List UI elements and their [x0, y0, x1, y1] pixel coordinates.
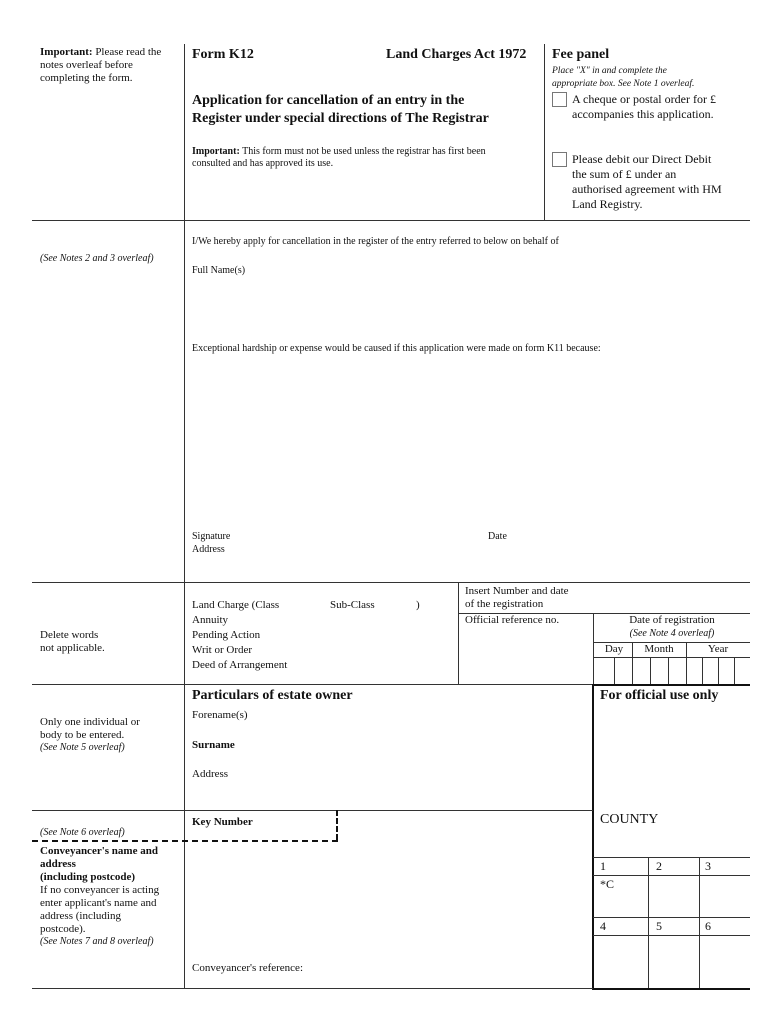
form-title-line2: Register under special directions of The Registrar	[192, 111, 489, 126]
official-grid-top	[593, 857, 750, 858]
conveyancer-text-line4: postcode).	[40, 923, 86, 935]
official-use-title: For official use only	[600, 688, 719, 703]
official-grid-col1	[648, 857, 649, 988]
pending-action-label[interactable]: Pending Action	[192, 629, 261, 641]
estate-address-label: Address	[192, 768, 229, 780]
month-digit-divider-1	[650, 657, 651, 684]
main-left-divider	[184, 220, 185, 988]
divider-estate	[32, 810, 593, 811]
insert-number-note	[465, 585, 569, 611]
sub-class-label[interactable]: Sub-Class	[330, 599, 375, 611]
form-title	[192, 92, 489, 128]
direct-debit-option	[572, 152, 722, 212]
official-star-c: *C	[600, 877, 615, 891]
official-reference-label: Official reference no.	[465, 614, 560, 626]
full-name-field[interactable]	[190, 280, 744, 340]
form-title-line1: Application for cancellation of an entry in the	[192, 93, 465, 108]
date-digits-line	[593, 657, 750, 658]
act-title: Land Charges Act 1972	[386, 47, 527, 62]
day-label: Day	[604, 643, 624, 655]
header-divider-right	[544, 44, 545, 220]
official-panel-top	[593, 684, 750, 686]
hardship-label: Exceptional hardship or expense would be caused if this application were made on form K11 because:	[192, 343, 601, 354]
official-cell-6: 6	[705, 919, 711, 933]
warning-label: Important:	[192, 146, 240, 157]
writ-or-order-label[interactable]: Writ or Order	[192, 644, 253, 656]
official-reference-field[interactable]	[462, 630, 594, 680]
conveyancer-title-line3: (including postcode)	[40, 871, 136, 883]
warning-text-line2: consulted and has approved its use.	[192, 158, 334, 169]
fee-panel-note	[552, 65, 694, 91]
important-note	[40, 46, 175, 85]
cheque-option-line1: A cheque or postal order for £	[572, 92, 716, 106]
application-side-note: (See Notes 2 and 3 overleaf)	[40, 253, 154, 264]
warning-text-line1: This form must not be used unless the registrar has first been	[242, 146, 486, 157]
official-panel-bottom	[593, 988, 750, 990]
annuity-label[interactable]: Annuity	[192, 614, 229, 626]
conveyancer-notes: (See Notes 7 and 8 overleaf)	[40, 936, 154, 947]
key-number-dash-bottom	[32, 840, 338, 842]
insert-number-line2: of the registration	[465, 598, 544, 610]
fee-panel-title: Fee panel	[552, 47, 610, 62]
fee-note-line2: appropriate box. See Note 1 overleaf.	[552, 79, 695, 89]
official-cell-1: 1	[600, 859, 606, 873]
hardship-field[interactable]	[190, 358, 744, 522]
application-intro: I/We hereby apply for cancellation in the register of the entry referred to below on behalf of	[192, 236, 559, 247]
month-digit-divider-2	[668, 657, 669, 684]
deed-of-arrangement-label[interactable]: Deed of Arrangement	[192, 659, 288, 671]
estate-note-line3: (See Note 5 overleaf)	[40, 742, 125, 753]
conveyancer-address-field[interactable]	[190, 846, 589, 958]
estate-address-field[interactable]	[240, 765, 589, 803]
direct-debit-line4: Land Registry.	[572, 197, 643, 211]
cheque-checkbox[interactable]	[552, 92, 567, 107]
conveyancer-side-note	[40, 845, 159, 948]
official-grid-col2	[699, 857, 700, 988]
official-cell-5: 5	[656, 919, 662, 933]
insert-number-line1: Insert Number and date	[465, 585, 569, 597]
county-label: COUNTY	[600, 812, 659, 827]
surname-label: Surname	[192, 739, 235, 751]
key-number-dash-right	[336, 810, 338, 840]
day-month-divider	[632, 642, 633, 684]
day-digit-divider	[614, 657, 615, 684]
header-divider-left	[184, 44, 185, 220]
conveyancer-reference-field[interactable]	[322, 959, 588, 979]
official-grid-row3	[593, 935, 750, 936]
cheque-option-line2: accompanies this application.	[572, 107, 714, 121]
close-paren: )	[416, 599, 420, 611]
address-label: Address	[192, 544, 225, 555]
year-label: Year	[707, 643, 729, 655]
divider-charge	[32, 684, 594, 685]
month-label: Month	[644, 643, 674, 655]
month-year-divider	[686, 642, 687, 684]
official-panel-left	[592, 684, 594, 990]
forenames-label: Forename(s)	[192, 709, 248, 721]
important-text: Please read the notes overleaf before completing the form.	[40, 46, 162, 84]
conveyancer-text-line3: address (including	[40, 910, 121, 922]
important-label: Important:	[40, 46, 93, 58]
official-grid-row2	[593, 917, 750, 918]
conveyancer-text-line2: enter applicant's name and	[40, 897, 157, 909]
official-cell-4: 4	[600, 919, 606, 933]
delete-words-line2: not applicable.	[40, 642, 105, 654]
divider-application	[32, 582, 750, 583]
registration-divider	[458, 582, 459, 684]
direct-debit-line3: authorised agreement with HM	[572, 182, 722, 196]
estate-owner-side-note	[40, 716, 140, 754]
key-number-label: Key Number	[192, 816, 253, 828]
year-digit-divider-2	[718, 657, 719, 684]
signature-label: Signature	[192, 531, 231, 542]
conveyancer-title-line2: address	[40, 858, 76, 870]
estate-note-line1: Only one individual or	[40, 716, 140, 728]
divider-header	[32, 220, 750, 221]
conveyancer-text-line1: If no conveyancer is acting	[40, 884, 160, 896]
delete-words-line1: Delete words	[40, 629, 99, 641]
conveyancer-reference-label: Conveyancer's reference:	[192, 962, 303, 974]
conveyancer-title-line1: Conveyancer's name and	[40, 845, 158, 857]
full-name-label: Full Name(s)	[192, 265, 246, 276]
form-warning	[192, 146, 537, 170]
direct-debit-line1: Please debit our Direct Debit	[572, 152, 712, 166]
forenames-field[interactable]	[260, 706, 589, 726]
see-note-6: (See Note 6 overleaf)	[40, 827, 125, 838]
divider-bottom	[32, 988, 593, 989]
fee-note-line1: Place "X" in and complete the	[552, 66, 667, 76]
estate-note-line2: body to be entered.	[40, 729, 125, 741]
land-charge-label[interactable]: Land Charge (Class	[192, 599, 280, 611]
estate-owner-title: Particulars of estate owner	[192, 688, 353, 703]
surname-field[interactable]	[250, 736, 589, 756]
delete-words-note	[40, 629, 105, 655]
year-digit-divider-3	[734, 657, 735, 684]
official-cell-2: 2	[656, 859, 662, 873]
direct-debit-checkbox[interactable]	[552, 152, 567, 167]
official-grid-row1	[593, 875, 750, 876]
key-number-field[interactable]	[260, 814, 334, 836]
year-digit-divider-1	[702, 657, 703, 684]
date-label: Date	[488, 531, 507, 542]
cheque-option	[572, 92, 716, 122]
direct-debit-line2: the sum of £ under an	[572, 167, 677, 181]
form-code: Form K12	[192, 47, 254, 62]
date-of-registration-label: Date of registration	[629, 614, 715, 626]
date-note: (See Note 4 overleaf)	[629, 628, 715, 639]
official-cell-3: 3	[705, 859, 711, 873]
